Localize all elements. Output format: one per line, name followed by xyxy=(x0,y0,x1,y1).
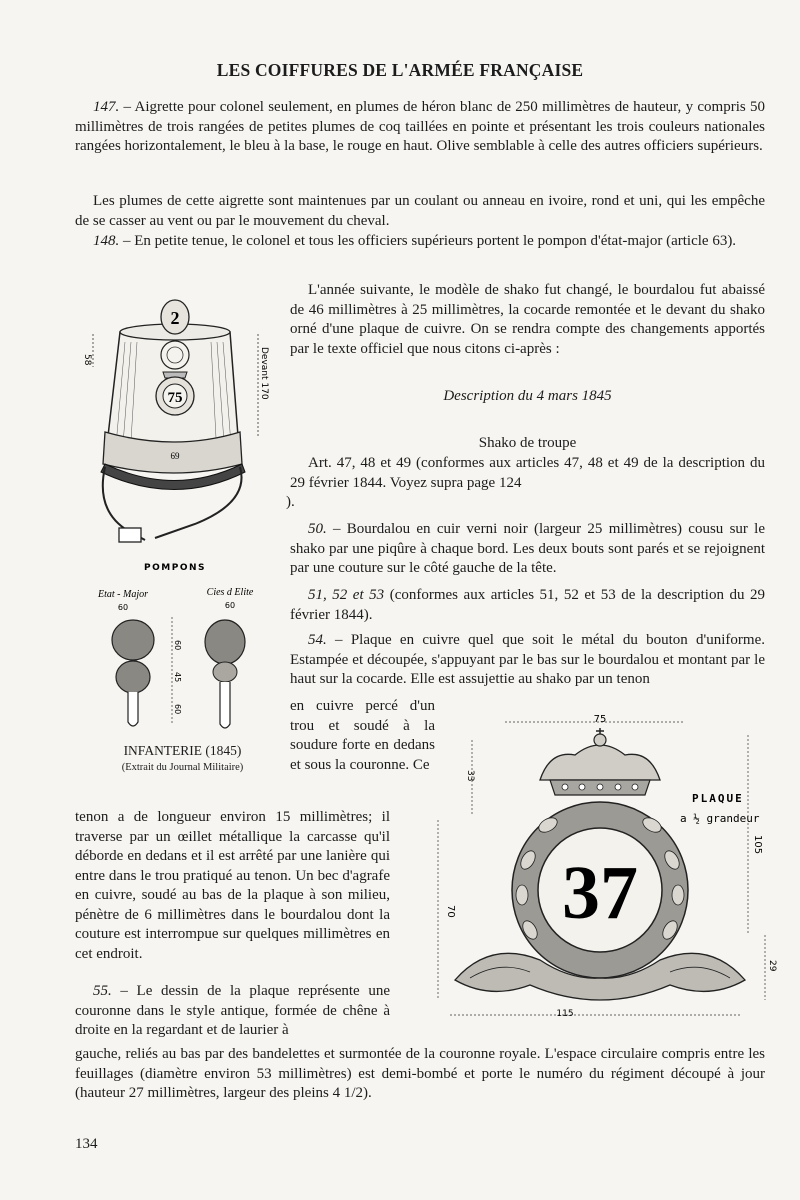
dimension-crown: 33 xyxy=(465,770,475,782)
pompon-dim-1: 60 xyxy=(117,603,129,612)
article-number: 50. xyxy=(308,521,327,537)
dimension-top: 75 xyxy=(593,714,607,725)
article-number: 55. xyxy=(93,983,112,999)
article-54 xyxy=(290,631,765,690)
page-number: 134 xyxy=(75,1136,98,1152)
figure-caption: INFANTERIE (1845) xyxy=(123,743,242,758)
shako-cockade xyxy=(161,341,189,369)
pompon-dim: 60 xyxy=(173,704,182,715)
dimension-bottom-right: 29 xyxy=(767,960,777,972)
article-number: 148. xyxy=(93,233,120,249)
plaque-number: 37 xyxy=(562,851,638,935)
pompon-label-etat-major: Etat - Major xyxy=(98,589,148,600)
description-title xyxy=(290,387,765,407)
plaque-illustration xyxy=(430,710,790,1025)
paragraph-annee-suivante: L'année suivante, le modèle de shako fut changé, le bourdalou fut abaissé de 46 millimètres à 25 millimètres, la cocarde remontée et le devant du shako orné d'une plaque de cuivre. On se rendra compte des changements apportés par le texte officiel que nous citons ci-après : xyxy=(290,282,765,357)
pompon-etat-major xyxy=(112,620,154,726)
paragraph-text: – Aigrette pour colonel seulement, en plumes de héron blanc de 250 millimètres de hauteur, y compris 50 millimètres de trois rangées de petites plumes de coq taillées en pointe et présentant les trois couleurs nationales rangées horizontalement, le bleu à la base, le rouge en haut. Olive semblable à celle des autres officiers supérieurs. xyxy=(75,99,765,154)
paragraph-text: – En petite tenue, le colonel et tous les officiers supérieurs portent le pompon d'état-major (article 63). xyxy=(119,233,737,249)
paragraph-147 xyxy=(75,98,765,157)
description-subtitle: Shako de troupe xyxy=(478,435,577,451)
pompons-title: POMPONS xyxy=(144,563,206,573)
article-55 xyxy=(75,982,390,1041)
plaque-scale: a ½ grandeur xyxy=(680,812,760,825)
article-text: – Le dessin de la plaque représente une couronne dans le style antique, formée de chêne à droite en la regardant et de laurier à xyxy=(75,983,390,1038)
band-number: 69 xyxy=(170,451,180,461)
plaque-label: PLAQUE xyxy=(692,792,744,805)
article-text: (conformes aux articles 51, 52 et 53 de la description du 29 février 1844). xyxy=(290,587,766,623)
pompon-label-elite: Cies d Elite xyxy=(206,587,254,598)
article-55-continued: gauche, reliés au bas par des bandelettes et surmontée de la couronne royale. L'espace circulaire compris entre les feuillages (diamètre environ 53 millimètres) est demi-bombé et porte le numéro du régiment découpé à jour (hauteur 27 millimètres, largeur des pleins 4 1/2). xyxy=(75,1046,765,1101)
shako-illustration xyxy=(75,292,275,742)
article-text: – Plaque en cuivre quel que soit le métal du bouton d'uniforme. Estampée et découpée, s'appuyant par le bas sur le bourdalou et montant par le haut sur la cocarde. Elle est assujettie au shako par un tenon xyxy=(290,632,765,687)
description-title-text: Description du 4 mars 1845 xyxy=(443,388,612,404)
figure-source: (Extrait du Journal Militaire) xyxy=(121,762,244,773)
pompon-elite xyxy=(205,620,245,728)
royal-crown xyxy=(540,728,660,795)
article-47-text: Art. 47, 48 et 49 (conformes aux articles 47, 48 et 49 de la description du 29 février 1844. Voyez supra page 124 xyxy=(290,455,765,491)
article-51 xyxy=(290,586,765,625)
article-54-narrow: en cuivre percé d'un trou et soudé à la soudure forte en dedans et sous la couronne. Ce xyxy=(290,698,435,773)
dimension-right: 105 xyxy=(752,835,763,855)
paragraph-148 xyxy=(75,232,765,252)
article-54-left: tenon a de longueur environ 15 millimètres; il traverse par un œillet métallique la carcasse qu'il déborde en dedans et il est arrêté par une lanière qui entre dans le trou pratiqué au tenon. Un bec d'agrafe en cuivre, soudé au bas de la plaque à son milieu, pénètre de 6 millimètres dans le bourdalou dont la couture est interrompue sur quelques millimètres en cet endroit. xyxy=(75,809,390,962)
chinstrap-buckle xyxy=(119,528,141,542)
page-title: LES COIFFURES DE L'ARMÉE FRANÇAISE xyxy=(216,60,584,80)
dimension-bottom: 115 xyxy=(556,1009,574,1019)
dimension-left: 58 xyxy=(82,354,92,366)
paragraph-147-continued: Les plumes de cette aigrette sont maintenues par un coulant ou anneau en ivoire, rond et uni, qui les empêche de se casser au vent ou par le mouvement du cheval. xyxy=(75,193,765,229)
article-47-close: ). xyxy=(286,494,295,510)
article-number: 51, 52 et 53 xyxy=(308,587,385,603)
article-50 xyxy=(290,520,765,579)
pompon-dim-2: 60 xyxy=(224,601,236,610)
plate-number: 75 xyxy=(167,390,183,406)
article-47 xyxy=(286,454,765,513)
article-text: – Bourdalou en cuir verni noir (largeur 25 millimètres) cousu sur le shako par une piqûre à chaque bord. Les deux bouts sont parés et se rejoignent par une couture sur le côté gauche de la tête. xyxy=(290,521,765,576)
article-number: 147. xyxy=(93,99,120,115)
article-number: 54. xyxy=(308,632,327,648)
pompon-dim: 60 xyxy=(173,640,182,651)
pompon-number: 2 xyxy=(170,308,180,328)
dimension-right: Devant 170 xyxy=(259,347,269,400)
dimension-left: 70 xyxy=(445,905,456,918)
pompon-dim: 45 xyxy=(173,672,182,683)
